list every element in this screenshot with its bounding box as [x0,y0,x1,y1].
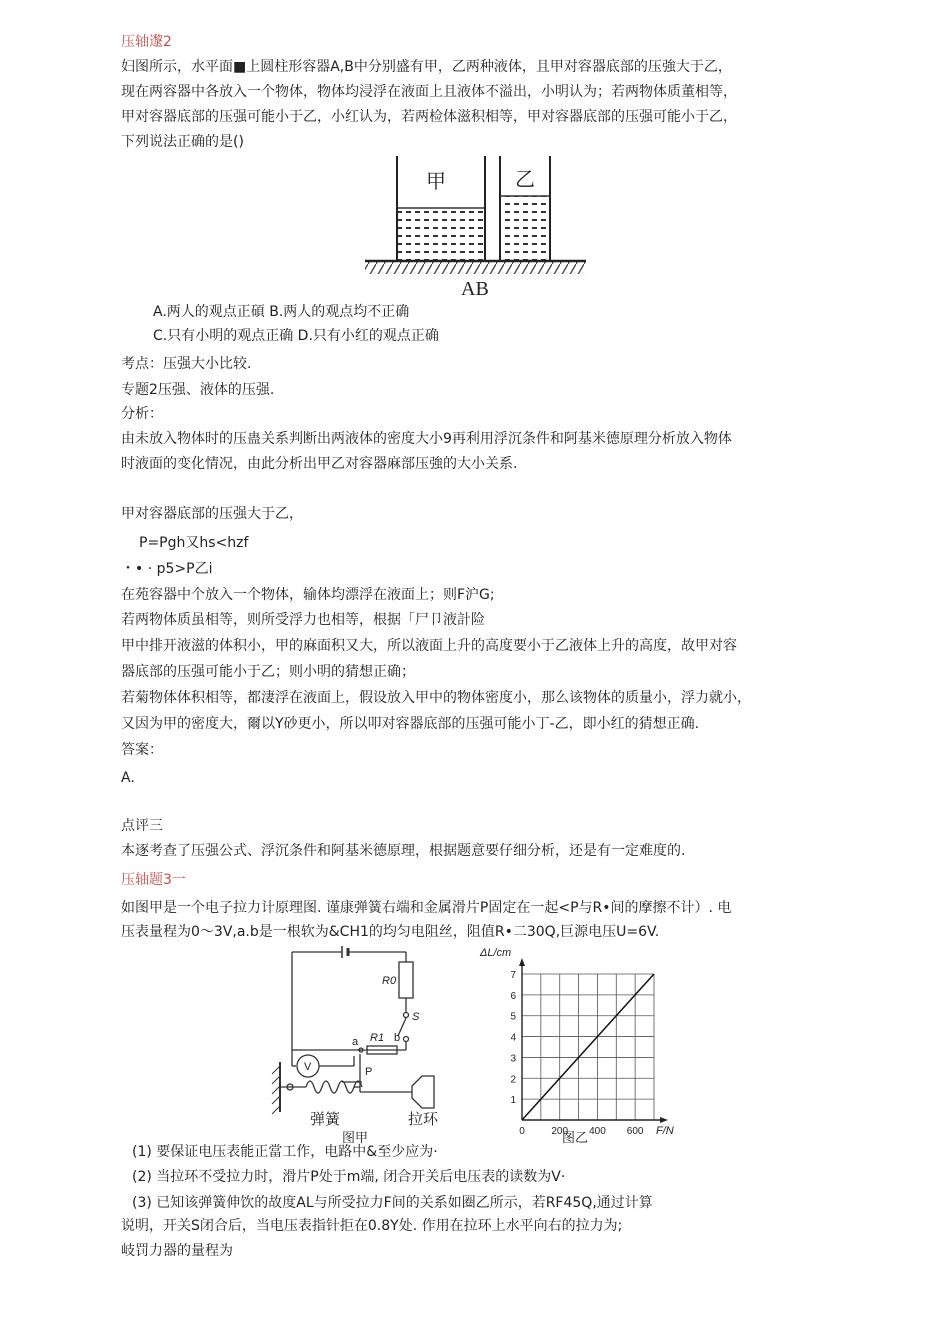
series-line [522,974,654,1120]
x-tick-label: 200 [551,1126,569,1137]
solution-line-2: P=Pgh又hs<hzf [139,535,249,551]
q3-sub-3: (3) 已知该弹簧伸饮的故度AL与所受拉力F间的关系如圈乙所示，若RF45Q,通过计算 [132,1195,653,1211]
circuit-caption: 图甲 [342,1130,369,1145]
terminal-a: a [352,1036,359,1048]
solution-line-8: 若菊物体体积相等，都淒浮在液面上，假设放入甲中的物体密度小，那么该物体的质量小，浮力就小， [121,690,751,706]
q3-line-1: 如图甲是一个电子拉力计原理图. 谨康弹簧右端和金属滑片P固定在一起<P与R•间的摩擦不计）. 电 [121,900,732,916]
zhuanti: 专题2压强、液体的压强. [121,382,275,398]
container-b-label: 乙 [515,169,535,191]
x-tick-label: 0 [519,1126,525,1137]
solution-line-5: 若两物体质虽相等，则所受浮力也相等，根据「尸卩液計险 [121,612,485,628]
switch-label: S [412,1011,420,1023]
q3-sub-1: (1) 要保证电压表能正當工作，电路中&至少应为· [132,1144,438,1160]
graph-caption: 图乙 [562,1130,589,1145]
ground-hatch [365,262,586,274]
y-tick-label: 4 [510,1032,516,1044]
ring-label: 拉环 [408,1111,439,1128]
spring-label: 弹簧 [310,1111,341,1128]
x-tick-label: 600 [626,1126,644,1137]
solution-line-7: 器底部的压强可能小于乙；则小明的猜想正确； [121,664,415,680]
y-tick-label: 3 [510,1053,516,1065]
container-a-label: 甲 [426,171,446,193]
q2-line-2: 现在两容器中各放入一个物体，物体均浸浮在液面上且液体不溢出，小明认为；若两物体质董相等， [121,84,737,100]
solution-line-9: 又因为甲的密度大，爾以Y砂更小，所以叩对容器底部的压强可能小丁-乙，即小红的猜想正确. [121,716,700,732]
slider-p-label: P [365,1066,373,1078]
q3-sub-2: (2) 当拉环不受拉力时，滑片P处于m端, 闭合开关后电压表的读数为V· [132,1169,566,1185]
solution-line-1: 甲对容器底部的压强大于乙， [121,506,303,522]
solution-line-3: ・• · p5>P乙i [121,561,213,577]
y-tick-label: 5 [510,1011,516,1023]
kaodian: 考点：压强大小比较. [121,356,252,372]
q2-line-3: 甲对容器底部的压强可能小于乙，小红认为，若两检体滋积相等，甲对容器底部的压强可能小于乙， [121,109,737,125]
voltmeter-label: V [304,1061,312,1073]
q3-sub-3b: 说明，开关S闭合后，当电压表指针拒在0.8Y处. 作用在拉环上水平向右的拉力为; [121,1218,623,1234]
x-axis-label: F/N [656,1125,674,1137]
y-tick-label: 2 [510,1074,516,1086]
q3-line-2: 压表量程为0〜3V,a.b是一根软为&CH1的均匀电阻丝，阻值R•二30Q,巨源电压U=6V. [121,924,660,940]
q2-line-4: 下列说法正确的是() [121,134,244,150]
fenxi-line-2: 时液面的变化情况，由此分析出甲乙对容器麻部压強的大小关系. [121,456,518,472]
comment-label: 点评三 [121,818,163,834]
answer: A. [121,770,135,786]
q2-options-cd: C.只有小明的观点正确 D.只有小红的观点正确 [153,328,439,344]
q2-line-1: 妇图所示，水平面■上圆柱形容器A,B中分别盛有甲，乙两种液体，且甲对容器底部的压強大于乙， [121,59,732,75]
y-axis-label: ΔL/cm [480,947,512,959]
comment: 本逐考查了压强公式、浮沉条件和阿基米德原理，根据题意要仔细分析，还是有一定难度的. [121,843,686,859]
y-tick-label: 1 [510,1095,516,1107]
fenxi-line-1: 由未放入物体时的压蛊关系判断出两液体的密度大小9再利用浮沉条件和阿基米德原理分析放入物体 [121,431,732,447]
terminal-b: b [394,1032,401,1044]
solution-line-6: 甲中排开液滋的体积小，甲的麻面积又大，所以液面上升的高度要小于乙液体上升的高度，故甲对容 [121,638,737,654]
q2-options-ab: A.两人的观点正碩 B.两人的观点均不正确 [153,304,410,320]
fenxi-label: 分析： [121,406,163,422]
spring-graph [470,942,680,1148]
y-tick-label: 6 [510,990,516,1002]
y-tick-label: 7 [510,970,516,981]
q3-sub-3c: 岐罚力器的量程为 [121,1243,233,1259]
containers-figure [360,152,590,280]
x-axis-arrow [660,1117,668,1123]
r0-label: R0 [382,975,397,987]
circuit-diagram [262,942,452,1148]
y-axis-arrow [519,958,525,966]
q2-title: 压轴邌2 [121,34,172,50]
q3-title: 压轴题3一 [121,872,186,888]
r1-label: R1 [370,1032,385,1044]
figure-caption-ab: AB [461,278,489,300]
x-tick-label: 400 [589,1126,606,1137]
answer-label: 答案： [121,742,163,758]
solution-line-4: 在苑容器中个放入一个物体，输体均漂浮在液面上；则F沪G; [121,587,495,603]
